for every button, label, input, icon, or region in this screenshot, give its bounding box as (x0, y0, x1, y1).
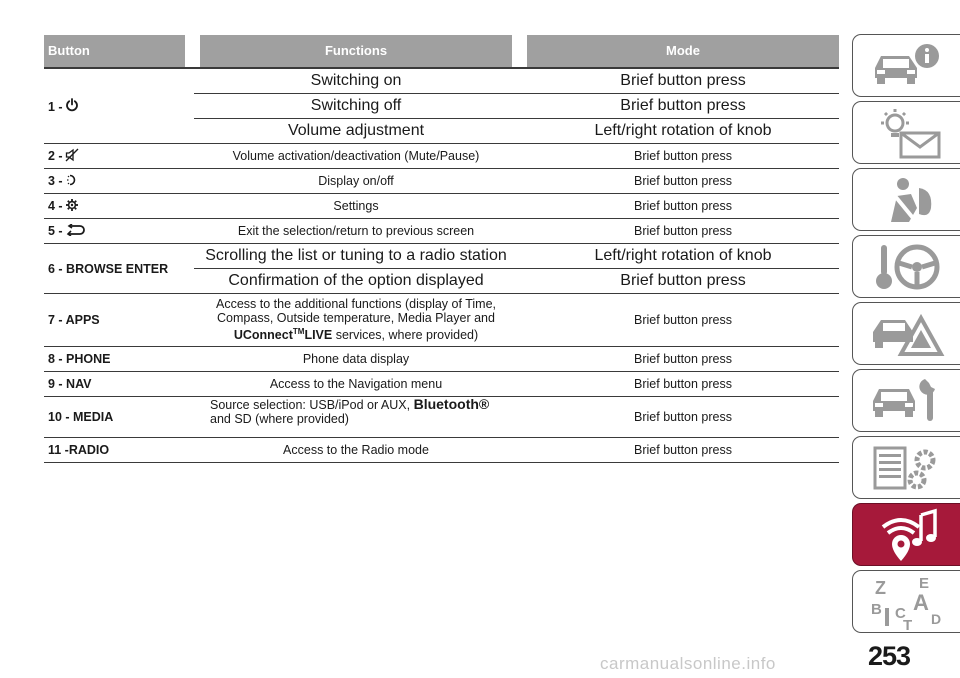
table-row (194, 94, 839, 119)
button-label-10: 10 - MEDIA (48, 410, 114, 424)
table-row (44, 294, 839, 347)
svg-text:Z: Z (874, 577, 886, 598)
car-info-icon (869, 42, 945, 90)
mode-cell: Brief button press (620, 97, 746, 114)
table-row-group-1 (44, 69, 839, 144)
mode-cell: Left/right rotation of knob (594, 122, 772, 139)
button-label-9: 9 - NAV (48, 377, 92, 391)
tab-starting-driving[interactable] (852, 235, 960, 298)
car-wrench-icon (869, 375, 945, 427)
svg-text:A: A (912, 589, 929, 615)
button-label-3: 3 - (48, 169, 79, 193)
tab-safety[interactable] (852, 168, 960, 231)
button-label-5: 5 - (48, 219, 85, 243)
table-row (44, 438, 839, 463)
settings-icon (65, 198, 79, 215)
table-row (44, 169, 839, 194)
function-cell: Access to the Radio mode (283, 443, 429, 457)
display-icon (65, 173, 79, 190)
svg-text:E: E (918, 574, 929, 592)
table-row (194, 244, 839, 269)
tab-emergency[interactable] (852, 302, 960, 365)
svg-text:D: D (930, 610, 941, 627)
tab-warning-lights[interactable] (852, 101, 960, 164)
tab-index[interactable] (852, 570, 960, 633)
mode-cell: Brief button press (634, 352, 732, 366)
function-cell: Volume adjustment (287, 122, 425, 139)
table-row (44, 372, 839, 397)
table-row (44, 269, 839, 294)
table-row (194, 69, 839, 94)
watermark: carmanualsonline.info (600, 654, 776, 673)
function-cell: Phone data display (302, 352, 410, 366)
buttons-table (44, 35, 839, 463)
mode-cell: Brief button press (634, 199, 732, 213)
button-label-11: 11 -RADIO (48, 443, 110, 457)
power-icon (65, 98, 79, 115)
tab-maintenance[interactable] (852, 369, 960, 432)
function-cell: Switching off (310, 97, 402, 114)
mode-cell: Brief button press (634, 149, 732, 163)
function-cell: Switching on (310, 72, 402, 89)
svg-text:C: C (894, 604, 906, 622)
mode-cell: Brief button press (620, 72, 746, 89)
tab-technical-specs[interactable] (852, 436, 960, 499)
mode-cell: Brief button press (634, 174, 732, 188)
mode-cell: Brief button press (634, 443, 732, 457)
page-number: 253 (868, 641, 911, 671)
header-button: Button (44, 35, 185, 67)
table-row (44, 194, 839, 219)
button-label-6: 6 - BROWSE ENTER (48, 262, 169, 276)
table-row-group-6 (44, 244, 839, 294)
function-cell: Source selection: USB/iPod or AUX, Bluetooth® and SD (where provided) (210, 396, 490, 426)
function-cell: Access to the Navigation menu (269, 377, 443, 391)
tab-car-info[interactable] (852, 34, 960, 97)
button-label-4: 4 - (48, 194, 79, 218)
table-row (44, 119, 839, 144)
back-arrow-icon (65, 224, 85, 239)
mode-cell: Brief button press (634, 410, 732, 424)
crash-warning-triangle-icon (869, 308, 945, 360)
button-label-7: 7 - APPS (48, 313, 100, 327)
mode-cell: Brief button press (620, 272, 746, 289)
alphabet-index-icon (869, 574, 945, 630)
multimedia-music-icon (869, 507, 945, 563)
table-row (44, 219, 839, 244)
function-cell: Confirmation of the option displayed (228, 272, 484, 289)
button-label-2: 2 - (48, 144, 79, 168)
mode-cell: Brief button press (634, 313, 732, 327)
function-cell: Volume activation/deactivation (Mute/Pause) (232, 149, 480, 163)
function-cell: Settings (333, 199, 379, 213)
mode-cell: Brief button press (634, 377, 732, 391)
svg-text:B: B (870, 600, 882, 618)
table-header (44, 35, 839, 69)
table-row (44, 347, 839, 372)
specs-gears-icon (869, 442, 945, 494)
table-row (44, 144, 839, 169)
seatbelt-airbag-icon (869, 174, 945, 226)
mode-cell: Brief button press (634, 224, 732, 238)
mode-cell: Left/right rotation of knob (594, 247, 772, 264)
button-label-1: 1 - (48, 69, 79, 144)
function-cell: Exit the selection/return to previous screen (237, 224, 475, 238)
function-cell: Display on/off (318, 174, 394, 188)
tab-multimedia[interactable] (852, 503, 960, 566)
key-steering-wheel-icon (869, 241, 945, 293)
header-mode: Mode (527, 35, 839, 67)
function-cell: Scrolling the list or tuning to a radio station (205, 247, 507, 264)
table-row (44, 397, 839, 438)
button-label-8: 8 - PHONE (48, 352, 111, 366)
function-cell: Access to the additional functions (display of Time, Compass, Outside temperature, Media Player and UConnect™LIVE services, where provided) (215, 297, 496, 343)
svg-text:T: T (902, 616, 912, 630)
warning-lights-envelope-icon (869, 107, 945, 159)
header-functions: Functions (200, 35, 512, 67)
mute-speaker-icon (65, 148, 79, 165)
